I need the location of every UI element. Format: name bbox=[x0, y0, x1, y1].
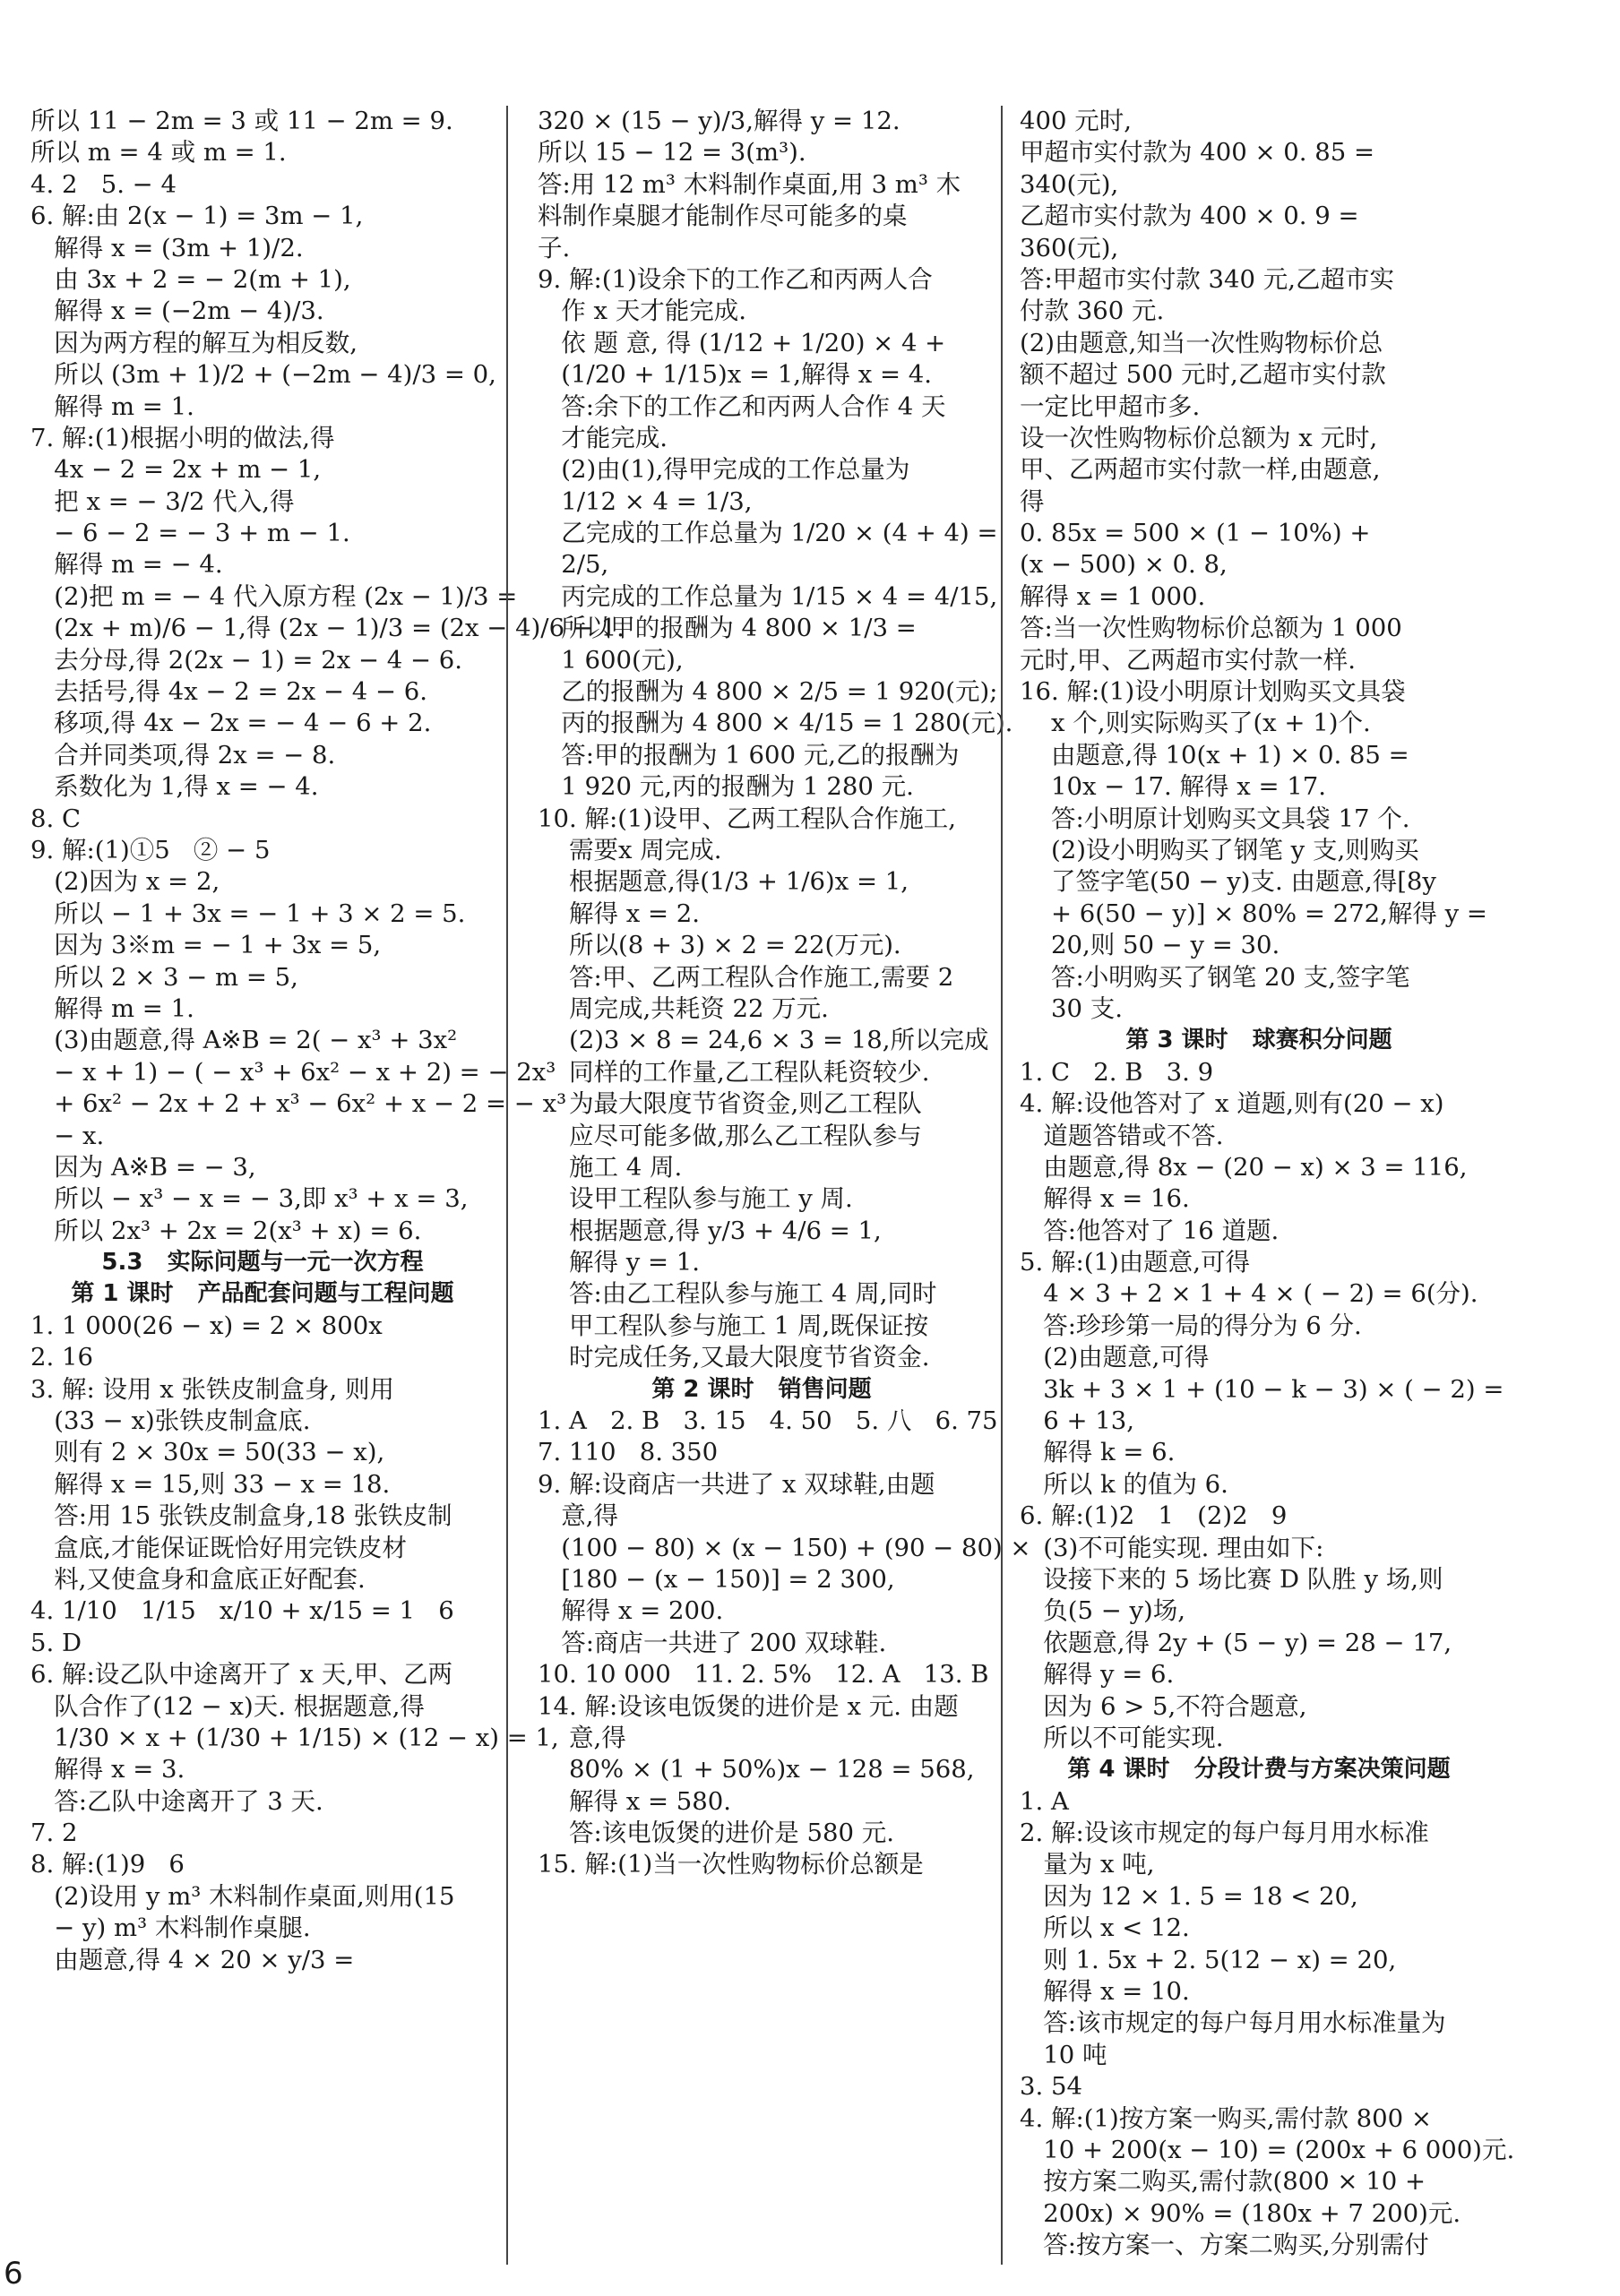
answer-line: 4. 1/10 1/15 x/10 + x/15 = 1 6 bbox=[30, 1596, 454, 1626]
answer-line: (3)由题意,得 A※B = 2( − x³ + 3x² bbox=[30, 1026, 458, 1055]
answer-line: 乙的报酬为 4 800 × 2/5 = 1 920(元); bbox=[538, 677, 998, 707]
answer-line: (x − 500) × 0. 8, bbox=[1020, 550, 1228, 580]
answer-line: 答:该市规定的每户每月用水标准量为 bbox=[1020, 2008, 1446, 2038]
answer-line: 20,则 50 − y = 30. bbox=[1020, 931, 1280, 960]
answer-line: 所以 (3m + 1)/2 + (−2m − 4)/3 = 0, bbox=[30, 360, 496, 390]
answer-line: (2)把 m = − 4 代入原方程 (2x − 1)/3 = bbox=[30, 581, 518, 611]
answer-line: 解得 m = − 4. bbox=[30, 550, 223, 580]
answer-line: 设甲工程队参与施工 y 周. bbox=[538, 1184, 853, 1214]
answer-line: 额不超过 500 元时,乙超市实付款 bbox=[1020, 360, 1386, 390]
answer-line: 1. C 2. B 3. 9 bbox=[1020, 1057, 1214, 1087]
answer-line: 则 1. 5x + 2. 5(12 − x) = 20, bbox=[1020, 1945, 1397, 1974]
answer-line: 意,得 bbox=[538, 1723, 626, 1752]
answer-line: 30 支. bbox=[1020, 993, 1123, 1023]
answer-line: 6 + 13, bbox=[1020, 1406, 1134, 1436]
answer-line: 所以 x < 12. bbox=[1020, 1913, 1190, 1943]
answer-line: 2. 解:设该市规定的每户每月用水标准 bbox=[1020, 1819, 1429, 1848]
answer-line: 负(5 − y)场, bbox=[1020, 1596, 1185, 1626]
answer-line: 合并同类项,得 2x = − 8. bbox=[30, 740, 336, 770]
answer-line: 解得 m = 1. bbox=[30, 993, 194, 1023]
answer-line: 了签字笔(50 − y)支. 由题意,得[8y bbox=[1020, 867, 1436, 897]
answer-line: 7. 110 8. 350 bbox=[538, 1438, 719, 1467]
answer-line: 8. 解:(1)9 6 bbox=[30, 1850, 185, 1879]
answer-line: (2)由题意,可得 bbox=[1020, 1343, 1210, 1372]
answer-line: (2)3 × 8 = 24,6 × 3 = 18,所以完成 bbox=[538, 1026, 989, 1055]
answer-line: 所以甲的报酬为 4 800 × 1/3 = bbox=[538, 614, 917, 643]
answer-line: − 6 − 2 = − 3 + m − 1. bbox=[30, 519, 350, 548]
answer-line: [180 − (x − 150)] = 2 300, bbox=[538, 1564, 895, 1594]
answer-line: 元时,甲、乙两超市实付款一样. bbox=[1020, 645, 1356, 675]
answer-line: (100 − 80) × (x − 150) + (90 − 80) × bbox=[538, 1533, 1031, 1562]
answer-line: 0. 85x = 500 × (1 − 10%) + bbox=[1020, 519, 1371, 548]
answer-line: 10x − 17. 解得 x = 17. bbox=[1020, 772, 1326, 802]
answer-line: 解得 x = (3m + 1)/2. bbox=[30, 233, 304, 262]
answer-line: 3. 54 bbox=[1020, 2072, 1082, 2102]
answer-line: 因为两方程的解互为相反数, bbox=[30, 328, 358, 357]
answer-line: 施工 4 周. bbox=[538, 1152, 683, 1182]
answer-line: 一定比甲超市多. bbox=[1020, 391, 1201, 421]
answer-line: 由 3x + 2 = − 2(m + 1), bbox=[30, 264, 351, 294]
answer-line: 乙超市实付款为 400 × 0. 9 = bbox=[1020, 202, 1359, 231]
answer-line: 答:余下的工作乙和丙两人合作 4 天 bbox=[538, 391, 946, 421]
answer-line: 400 元时, bbox=[1020, 107, 1132, 135]
answer-line: 5. 解:(1)由题意,可得 bbox=[1020, 1248, 1250, 1277]
answer-line: 所以 − 1 + 3x = − 1 + 3 × 2 = 5. bbox=[30, 899, 466, 928]
answer-line: 意,得 bbox=[538, 1501, 618, 1531]
answer-line: 6. 解:由 2(x − 1) = 3m − 1, bbox=[30, 202, 364, 231]
answer-line: 料制作桌腿才能制作尽可能多的桌 bbox=[538, 202, 908, 231]
section-heading: 第 3 课时 球赛积分问题 bbox=[1125, 1027, 1392, 1054]
answer-line: (2x + m)/6 − 1,得 (2x − 1)/3 = (2x − 4)/6 − 1. bbox=[30, 614, 625, 643]
answer-line: 3. 解: 设用 x 张铁皮制盒身, 则用 bbox=[30, 1374, 394, 1404]
answer-line: 2. 16 bbox=[30, 1343, 93, 1372]
answer-line: 200x) × 90% = (180x + 7 200)元. bbox=[1020, 2198, 1461, 2228]
answer-line: 解得 m = 1. bbox=[30, 391, 194, 421]
answer-line: + 6x² − 2x + 2 + x³ − 6x² + x − 2 = − x³ bbox=[30, 1089, 567, 1119]
answer-line: 7. 2 bbox=[30, 1819, 78, 1848]
answer-line: 答:该电饭煲的进价是 580 元. bbox=[538, 1819, 894, 1848]
answer-line: (2)由题意,知当一次性购物标价总 bbox=[1020, 328, 1383, 357]
section-heading: 第 2 课时 销售问题 bbox=[651, 1375, 872, 1403]
answer-line: (2)设小明购买了钢笔 y 支,则购买 bbox=[1020, 835, 1419, 864]
answer-line: 把 x = − 3/2 代入,得 bbox=[30, 486, 295, 516]
answer-line: 依题意,得 2y + (5 − y) = 28 − 17, bbox=[1020, 1628, 1452, 1657]
answer-line: 系数化为 1,得 x = − 4. bbox=[30, 772, 319, 802]
section-heading: 第 4 课时 分段计费与方案决策问题 bbox=[1067, 1756, 1451, 1784]
answer-line: 付款 360 元. bbox=[1020, 297, 1165, 326]
answer-line: 周完成,共耗资 22 万元. bbox=[538, 993, 829, 1023]
answer-line: 340(元), bbox=[1020, 169, 1119, 199]
answer-column-2 bbox=[538, 106, 1031, 1881]
answer-line: 解得 y = 6. bbox=[1020, 1660, 1175, 1690]
answer-line: 答:当一次性购物标价总额为 1 000 bbox=[1020, 614, 1402, 643]
answer-line: 答:用 12 m³ 木料制作桌面,用 3 m³ 木 bbox=[538, 169, 961, 199]
answer-line: 解得 x = 16. bbox=[1020, 1184, 1190, 1214]
answer-line: 15. 解:(1)当一次性购物标价总额是 bbox=[538, 1850, 924, 1879]
answer-line: 设一次性购物标价总额为 x 元时, bbox=[1020, 423, 1378, 452]
page-number: 6 bbox=[4, 2256, 23, 2292]
answer-line: 由题意,得 10(x + 1) × 0. 85 = bbox=[1020, 740, 1409, 770]
answer-line: 2/5, bbox=[538, 550, 609, 580]
answer-line: 所以 15 − 12 = 3(m³). bbox=[538, 138, 806, 168]
answer-line: 因为 6 > 5,不符合题意, bbox=[1020, 1691, 1307, 1721]
answer-line: 解得 x = (−2m − 4)/3. bbox=[30, 297, 324, 326]
answer-line: − x + 1) − ( − x³ + 6x² − x + 2) = − 2x³ bbox=[30, 1057, 556, 1087]
answer-line: 所以 2x³ + 2x = 2(x³ + x) = 6. bbox=[30, 1216, 422, 1245]
answer-line: 依 题 意, 得 (1/12 + 1/20) × 4 + bbox=[538, 328, 946, 357]
answer-line: 盒底,才能保证既恰好用完铁皮材 bbox=[30, 1533, 407, 1562]
answer-line: x 个,则实际购买了(x + 1)个. bbox=[1020, 709, 1371, 738]
answer-line: 答:他答对了 16 道题. bbox=[1020, 1216, 1280, 1245]
answer-line: 因为 12 × 1. 5 = 18 < 20, bbox=[1020, 1881, 1358, 1911]
answer-line: − x. bbox=[30, 1121, 105, 1150]
answer-line: 甲超市实付款为 400 × 0. 85 = bbox=[1020, 138, 1375, 168]
answer-line: 答:用 15 张铁皮制盒身,18 张铁皮制 bbox=[30, 1501, 452, 1531]
answer-line: 答:甲、乙两工程队合作施工,需要 2 bbox=[538, 962, 954, 992]
answer-line: 解得 x = 200. bbox=[538, 1596, 724, 1626]
answer-line: 去括号,得 4x − 2 = 2x − 4 − 6. bbox=[30, 677, 428, 707]
answer-line: 10 + 200(x − 10) = (200x + 6 000)元. bbox=[1020, 2136, 1515, 2164]
answer-line: 同样的工作量,乙工程队耗资较少. bbox=[538, 1057, 930, 1087]
answer-line: 所以不可能实现. bbox=[1020, 1723, 1224, 1752]
answer-line: 乙完成的工作总量为 1/20 × (4 + 4) = bbox=[538, 519, 998, 548]
answer-line: 解得 x = 15,则 33 − x = 18. bbox=[30, 1469, 391, 1499]
answer-line: 因为 3※m = − 1 + 3x = 5, bbox=[30, 931, 382, 960]
answer-line: (2)因为 x = 2, bbox=[30, 867, 220, 897]
answer-line: 10 吨 bbox=[1020, 2040, 1107, 2069]
column-divider bbox=[506, 106, 508, 2265]
answer-line: 设接下来的 5 场比赛 D 队胜 y 场,则 bbox=[1020, 1564, 1443, 1594]
answer-line: 4. 2 5. − 4 bbox=[30, 169, 177, 199]
answer-line: 80% × (1 + 50%)x − 128 = 568, bbox=[538, 1755, 975, 1784]
answer-line: (2)由(1),得甲完成的工作总量为 bbox=[538, 455, 910, 485]
answer-line: 1. 1 000(26 − x) = 2 × 800x bbox=[30, 1311, 383, 1340]
answer-line: 解得 x = 2. bbox=[538, 899, 700, 928]
answer-line: 移项,得 4x − 2x = − 4 − 6 + 2. bbox=[30, 709, 432, 738]
answer-column-3 bbox=[1020, 106, 1515, 2262]
answer-line: 10. 解:(1)设甲、乙两工程队合作施工, bbox=[538, 804, 956, 833]
answer-line: 1/30 × x + (1/30 + 1/15) × (12 − x) = 1, bbox=[30, 1723, 559, 1752]
answer-line: 甲、乙两超市实付款一样,由题意, bbox=[1020, 455, 1381, 485]
answer-line: 6. 解:(1)2 1 (2)2 9 bbox=[1020, 1501, 1288, 1531]
answer-line: 得 bbox=[1020, 486, 1045, 516]
answer-line: 答:乙队中途离开了 3 天. bbox=[30, 1786, 323, 1816]
answer-line: 所以 − x³ − x = − 3,即 x³ + x = 3, bbox=[30, 1184, 469, 1214]
answer-line: 因为 A※B = − 3, bbox=[30, 1152, 256, 1182]
answer-line: 14. 解:设该电饭煲的进价是 x 元. 由题 bbox=[538, 1691, 959, 1721]
answer-line: 答:甲超市实付款 340 元,乙超市实 bbox=[1020, 264, 1394, 294]
answer-line: 才能完成. bbox=[538, 423, 668, 452]
answer-line: 由题意,得 8x − (20 − x) × 3 = 116, bbox=[1020, 1152, 1468, 1182]
answer-line: 由题意,得 4 × 20 × y/3 = bbox=[30, 1945, 355, 1974]
answer-line: 根据题意,得(1/3 + 1/6)x = 1, bbox=[538, 867, 909, 897]
answer-line: 所以 2 × 3 − m = 5, bbox=[30, 962, 298, 992]
column-divider bbox=[1001, 106, 1003, 2265]
answer-line: 360(元), bbox=[1020, 233, 1119, 262]
answer-line: 9. 解:(1)设余下的工作乙和丙两人合 bbox=[538, 264, 933, 294]
answer-line: (3)不可能实现. 理由如下: bbox=[1020, 1533, 1324, 1562]
answer-line: 所以 11 − 2m = 3 或 11 − 2m = 9. bbox=[30, 107, 453, 135]
answer-line: 解得 x = 3. bbox=[30, 1755, 185, 1784]
answer-line: 应尽可能多做,那么乙工程队参与 bbox=[538, 1121, 922, 1150]
answer-line: 答:小明原计划购买文具袋 17 个. bbox=[1020, 804, 1410, 833]
answer-line: (33 − x)张铁皮制盒底. bbox=[30, 1406, 311, 1436]
section-heading: 第 1 课时 产品配套问题与工程问题 bbox=[71, 1280, 454, 1308]
answer-line: 所以 m = 4 或 m = 1. bbox=[30, 138, 287, 168]
answer-line: 1. A 2. B 3. 15 4. 50 5. 八 6. 75 bbox=[538, 1406, 998, 1436]
answer-line: 按方案二购买,需付款(800 × 10 + bbox=[1020, 2167, 1426, 2197]
answer-line: 解得 x = 1 000. bbox=[1020, 581, 1206, 611]
answer-line: 4. 解:(1)按方案一购买,需付款 800 × bbox=[1020, 2103, 1432, 2133]
answer-line: − y) m³ 木料制作桌腿. bbox=[30, 1913, 311, 1943]
answer-line: 作 x 天才能完成. bbox=[538, 297, 746, 326]
answer-line: 解得 y = 1. bbox=[538, 1248, 701, 1277]
answer-line: 所以(8 + 3) × 2 = 22(万元). bbox=[538, 931, 901, 960]
answer-line: 为最大限度节省资金,则乙工程队 bbox=[538, 1089, 922, 1119]
answer-line: 3k + 3 × 1 + (10 − k − 3) × ( − 2) = bbox=[1020, 1374, 1504, 1404]
answer-line: 9. 解:设商店一共进了 x 双球鞋,由题 bbox=[538, 1469, 935, 1499]
answer-line: + 6(50 − y)] × 80% = 272,解得 y = bbox=[1020, 899, 1487, 928]
answer-line: 8. C bbox=[30, 804, 82, 833]
answer-line: (1/20 + 1/15)x = 1,解得 x = 4. bbox=[538, 360, 932, 390]
answer-line: 解得 x = 10. bbox=[1020, 1977, 1190, 2007]
answer-line: 时完成任务,又最大限度节省资金. bbox=[538, 1343, 930, 1372]
section-heading: 5.3 实际问题与一元一次方程 bbox=[101, 1249, 424, 1277]
answer-line: (2)设用 y m³ 木料制作桌面,则用(15 bbox=[30, 1881, 455, 1911]
answer-line: 答:甲的报酬为 1 600 元,乙的报酬为 bbox=[538, 740, 960, 770]
answer-line: 答:珍珍第一局的得分为 6 分. bbox=[1020, 1311, 1362, 1340]
answer-line: 答:由乙工程队参与施工 4 周,同时 bbox=[538, 1279, 937, 1309]
answer-line: 需要x 周完成. bbox=[538, 835, 722, 864]
answer-line: 答:小明购买了钢笔 20 支,签字笔 bbox=[1020, 962, 1410, 992]
answer-line: 丙完成的工作总量为 1/15 × 4 = 4/15, bbox=[538, 581, 998, 611]
answer-line: 9. 解:(1)①5 ② − 5 bbox=[30, 835, 271, 864]
answer-line: 答:按方案一、方案二购买,分别需付 bbox=[1020, 2231, 1429, 2260]
answer-line: 所以 k 的值为 6. bbox=[1020, 1469, 1228, 1499]
answer-line: 料,又使盒身和盒底正好配套. bbox=[30, 1564, 366, 1594]
answer-line: 子. bbox=[538, 233, 571, 262]
answer-line: 量为 x 吨, bbox=[1020, 1850, 1155, 1879]
answer-line: 答:商店一共进了 200 双球鞋. bbox=[538, 1628, 887, 1657]
answer-line: 队合作了(12 − x)天. 根据题意,得 bbox=[30, 1691, 425, 1721]
answer-line: 甲工程队参与施工 1 周,既保证按 bbox=[538, 1311, 929, 1340]
answer-line: 6. 解:设乙队中途离开了 x 天,甲、乙两 bbox=[30, 1660, 452, 1690]
answer-line: 16. 解:(1)设小明原计划购买文具袋 bbox=[1020, 677, 1406, 707]
answer-line: 4x − 2 = 2x + m − 1, bbox=[30, 455, 322, 485]
answer-line: 去分母,得 2(2x − 1) = 2x − 4 − 6. bbox=[30, 645, 463, 675]
answer-line: 1/12 × 4 = 1/3, bbox=[538, 486, 753, 516]
answer-line: 10. 10 000 11. 2. 5% 12. A 13. B bbox=[538, 1660, 989, 1690]
answer-line: 则有 2 × 30x = 50(33 − x), bbox=[30, 1438, 385, 1467]
answer-line: 道题答错或不答. bbox=[1020, 1121, 1224, 1150]
answer-line: 4. 解:设他答对了 x 道题,则有(20 − x) bbox=[1020, 1089, 1444, 1119]
answer-line: 320 × (15 − y)/3,解得 y = 12. bbox=[538, 107, 900, 135]
answer-line: 7. 解:(1)根据小明的做法,得 bbox=[30, 423, 335, 452]
answer-line: 5. D bbox=[30, 1628, 82, 1657]
answer-line: 1 600(元), bbox=[538, 645, 684, 675]
answer-line: 1. A bbox=[1020, 1786, 1069, 1816]
answer-line: 根据题意,得 y/3 + 4/6 = 1, bbox=[538, 1216, 882, 1245]
answer-line: 解得 x = 580. bbox=[538, 1786, 731, 1816]
answer-line: 4 × 3 + 2 × 1 + 4 × ( − 2) = 6(分). bbox=[1020, 1279, 1478, 1309]
answer-line: 1 920 元,丙的报酬为 1 280 元. bbox=[538, 772, 914, 802]
answer-line: 解得 k = 6. bbox=[1020, 1438, 1176, 1467]
answer-line: 丙的报酬为 4 800 × 4/15 = 1 280(元). bbox=[538, 709, 1013, 738]
